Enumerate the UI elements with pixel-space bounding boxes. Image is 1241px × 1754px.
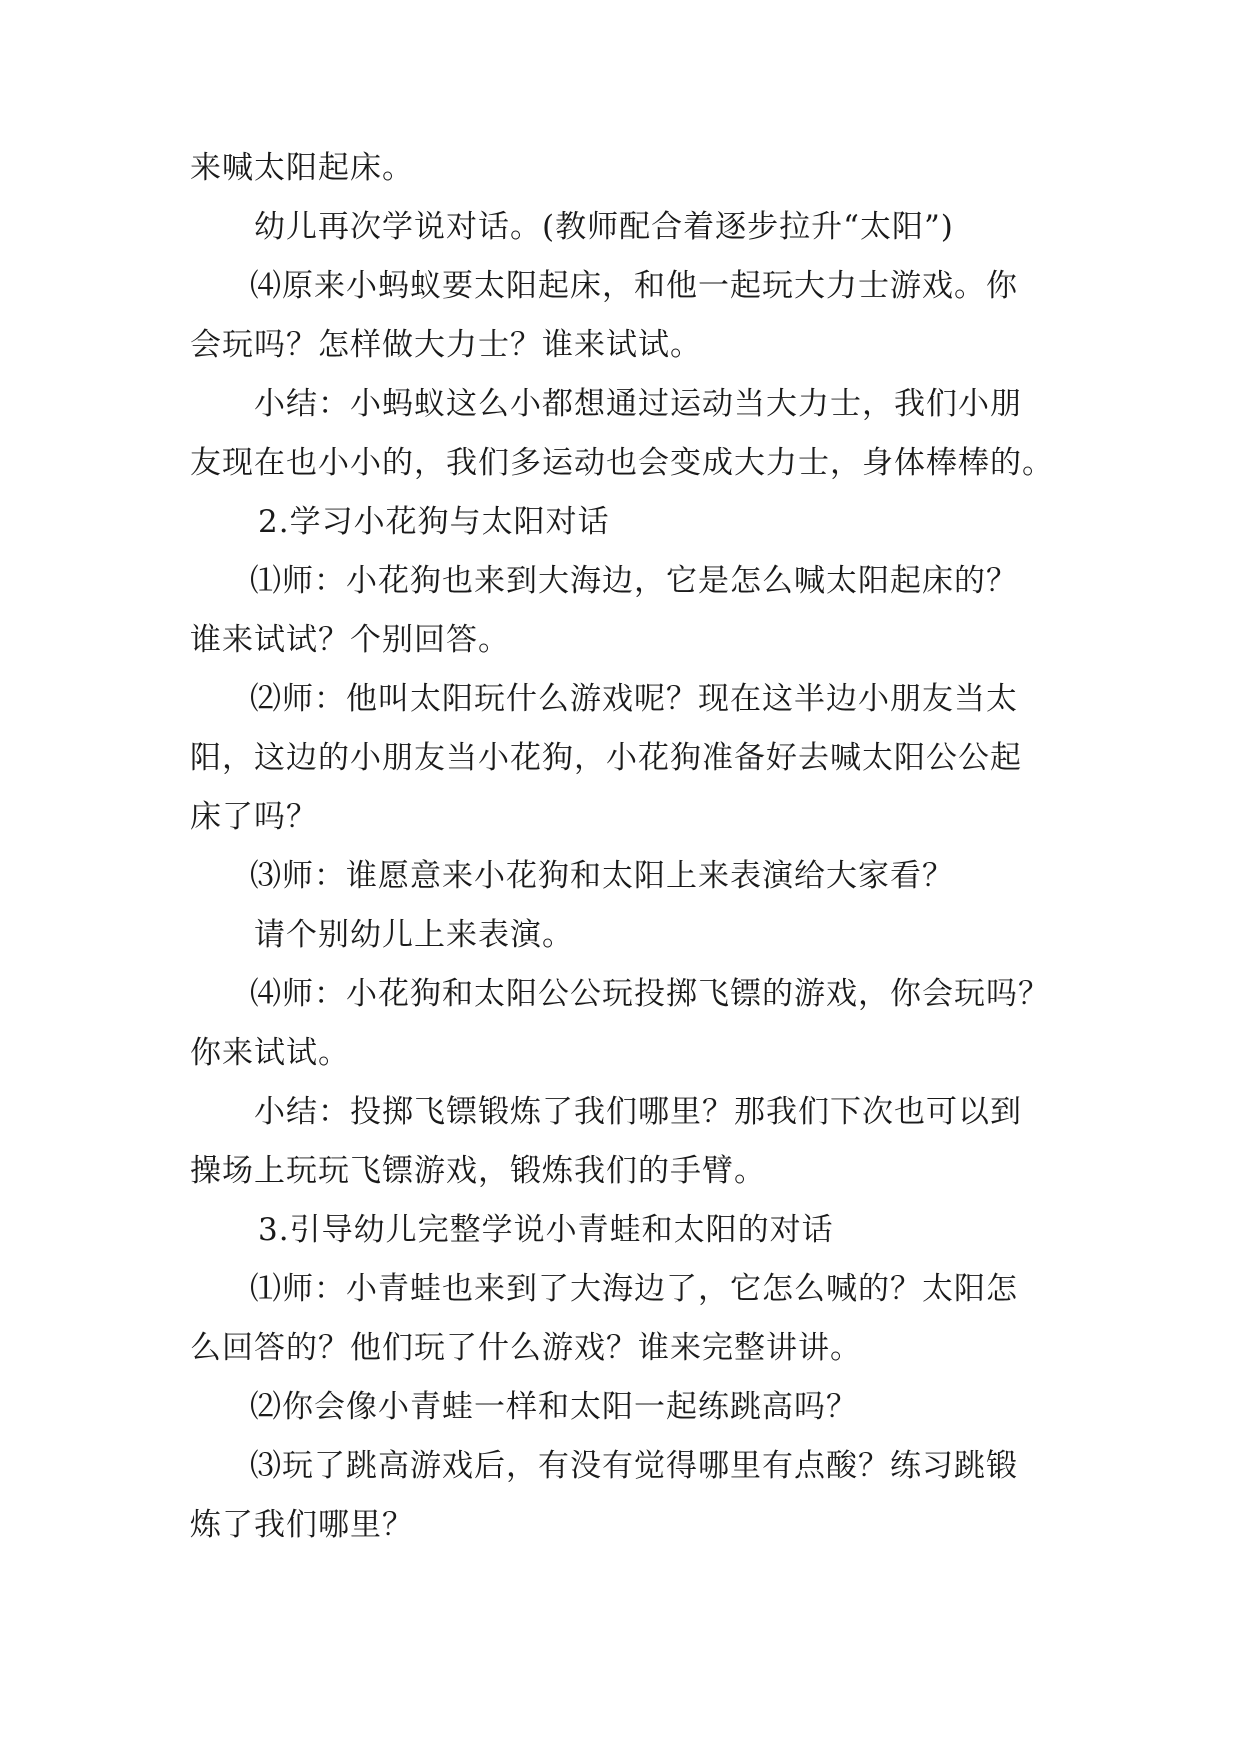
text-line: 来喊太阳起床。 — [190, 150, 414, 186]
text-line: 友现在也小小的，我们多运动也会变成大力士，身体棒棒的。 — [190, 445, 1054, 481]
text-line: ⑴师：小花狗也来到大海边，它是怎么喊太阳起床的？ — [250, 563, 1018, 599]
text-line: 炼了我们哪里？ — [190, 1507, 414, 1543]
text-line: 请个别幼儿上来表演。 — [254, 917, 574, 953]
text-line: 会玩吗？怎样做大力士？谁来试试。 — [190, 327, 702, 363]
text-line: ⑵师：他叫太阳玩什么游戏呢？现在这半边小朋友当太 — [250, 681, 1018, 717]
section-heading: 2.学习小花狗与太阳对话 — [258, 504, 610, 540]
text-line: ⑷师：小花狗和太阳公公玩投掷飞镖的游戏，你会玩吗？ — [250, 976, 1050, 1012]
section-heading: 3.引导幼儿完整学说小青蛙和太阳的对话 — [258, 1212, 834, 1248]
text-line: ⑷原来小蚂蚁要太阳起床，和他一起玩大力士游戏。你 — [250, 268, 1018, 304]
text-line: 小结：小蚂蚁这么小都想通过运动当大力士，我们小朋 — [254, 386, 1022, 422]
text-line: ⑴师：小青蛙也来到了大海边了，它怎么喊的？太阳怎 — [250, 1271, 1018, 1307]
text-line: ⑵你会像小青蛙一样和太阳一起练跳高吗？ — [250, 1389, 858, 1425]
text-line: 床了吗？ — [190, 799, 318, 835]
text-line: 幼儿再次学说对话。(教师配合着逐步拉升“太阳”) — [254, 209, 954, 245]
text-line: 谁来试试？个别回答。 — [190, 622, 510, 658]
text-line: 小结：投掷飞镖锻炼了我们哪里？那我们下次也可以到 — [254, 1094, 1022, 1130]
text-line: 阳，这边的小朋友当小花狗，小花狗准备好去喊太阳公公起 — [190, 740, 1022, 776]
text-line: ⑶师：谁愿意来小花狗和太阳上来表演给大家看？ — [250, 858, 954, 894]
text-line: 你来试试。 — [190, 1035, 350, 1071]
text-line: 操场上玩玩飞镖游戏，锻炼我们的手臂。 — [190, 1153, 766, 1189]
text-line: ⑶玩了跳高游戏后，有没有觉得哪里有点酸？练习跳锻 — [250, 1448, 1018, 1484]
text-line: 么回答的？他们玩了什么游戏？谁来完整讲讲。 — [190, 1330, 862, 1366]
